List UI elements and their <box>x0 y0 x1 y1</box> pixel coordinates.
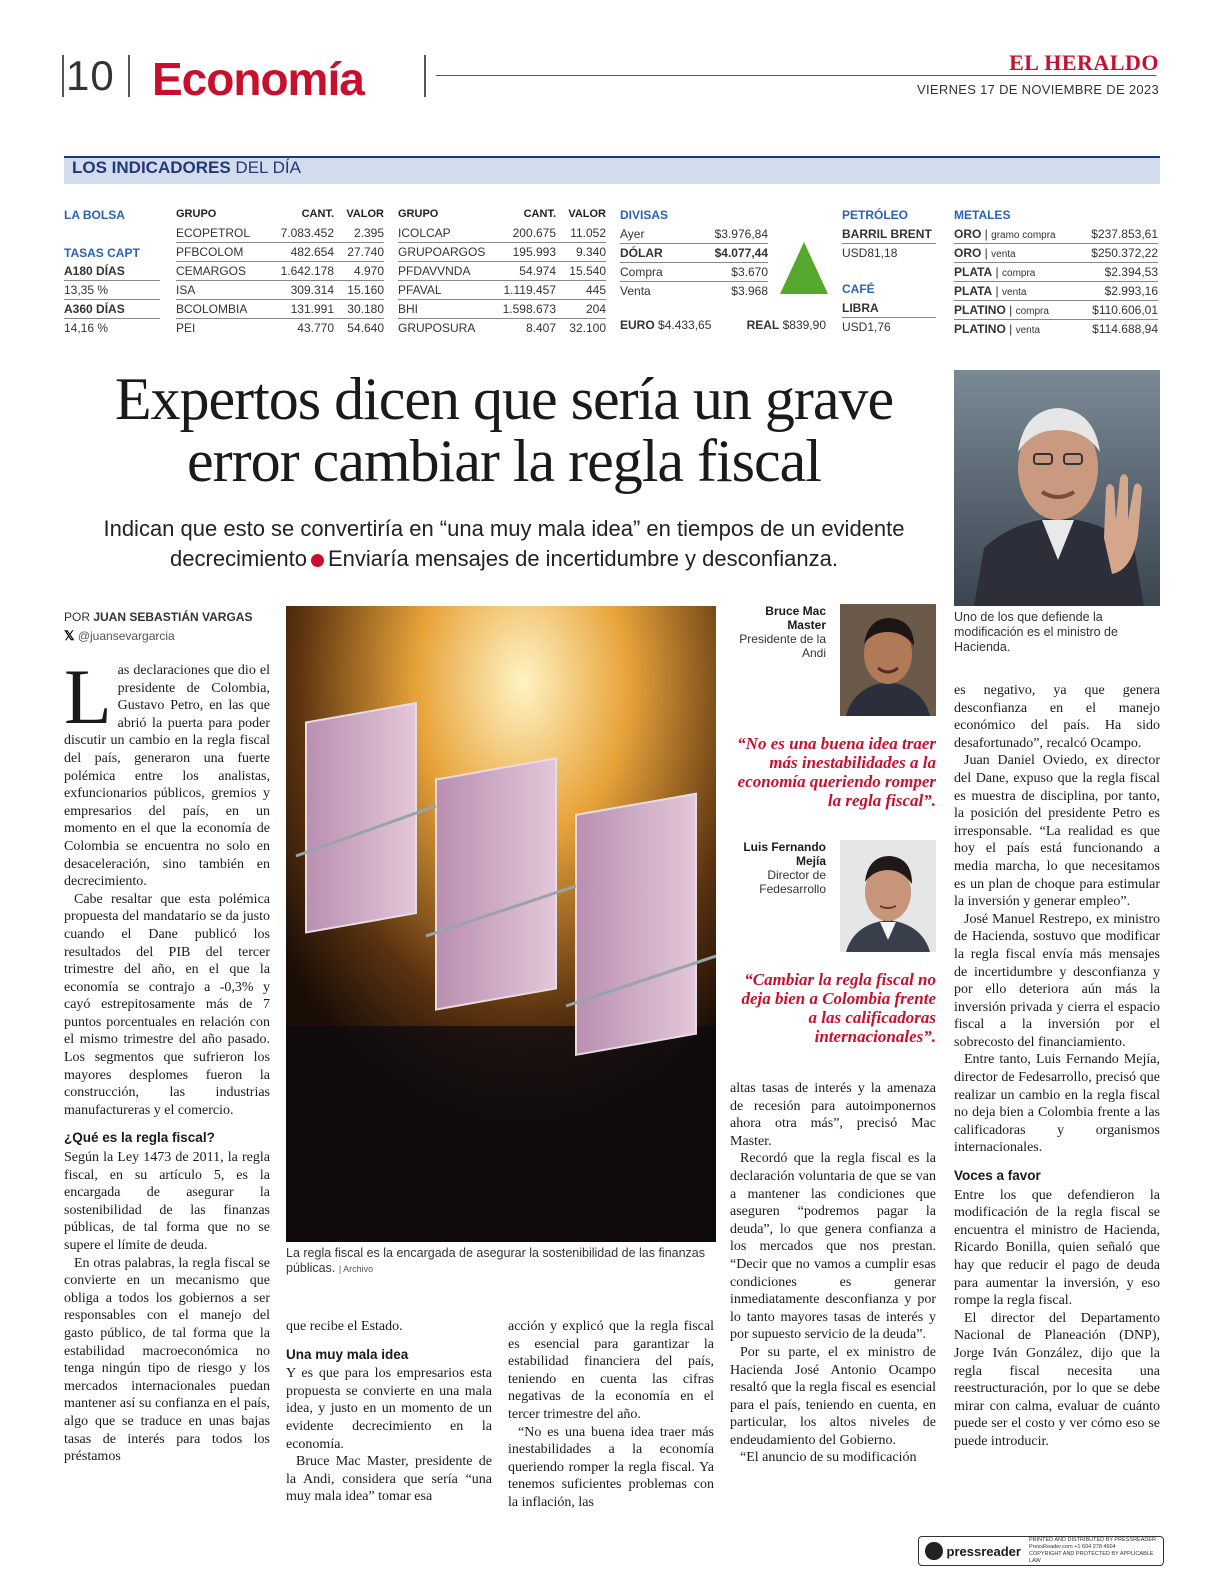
bullet-dot-icon <box>311 554 324 567</box>
divisa-value: $3.976,84 <box>714 227 768 241</box>
photo-credit: | Archivo <box>338 1264 374 1274</box>
stock-row <box>398 243 606 262</box>
paragraph: Por su parte, el ex ministro de Hacienda José Antonio Ocampo resaltó que la regla fiscal es esencial para el país, teniendo en cuenta, en particular, los altos niveles de endeudamiento del Gobierno. <box>730 1344 936 1448</box>
metales-label: METALES <box>954 208 1011 222</box>
paragraph: “El anuncio de su modificación <box>740 1450 917 1466</box>
pressreader-legal: PRINTED AND DISTRIBUTED BY PRESSREADER PressReader.com +1 604 278 4604 COPYRIGHT AND PROTECTED BY APPLICABLE LAW <box>1028 1537 1157 1564</box>
metal-name: ORO <box>954 227 982 241</box>
paragraph: Entre los que defendieron la modificación de la regla fiscal se encuentra el ministro de Hacienda, Ricardo Bonilla, quien señaló que hay que reducir el pago de deuda para aumentar la inversión, y eso rompe la regla fiscal. <box>954 1187 1160 1309</box>
stock-cant: 200.675 <box>512 226 556 240</box>
headline-line: error cambiar la regla fiscal <box>187 428 821 494</box>
paragraph: En otras palabras, la regla fiscal se convierte en un mecanismo que obliga a todos los gobiernos a ser responsables con el manejo del gasto público, de tal forma que la estabilidad macroeconómica no tenga ningún tipo de riesgo y los mercados internacionales puedan mantener así su confianza en el país, algo que se traduce en unas bajas tasas de interés para todos los préstamos <box>64 1255 270 1465</box>
dateline: VIERNES 17 DE NOVIEMBRE DE 2023 <box>917 82 1159 97</box>
metal-name: PLATA <box>954 265 993 279</box>
stock-row <box>398 224 606 243</box>
metales-table <box>954 225 1158 338</box>
divisa-value: $4.077,44 <box>714 246 768 260</box>
metal-value: $110.606,01 <box>1092 303 1158 317</box>
stock-valor: 15.540 <box>569 264 606 278</box>
stock-valor: 204 <box>585 302 606 316</box>
metal-label: ORO | gramo compra <box>954 227 1056 241</box>
stock-name: BCOLOMBIA <box>176 302 248 316</box>
stock-cant: 482.654 <box>290 245 334 259</box>
stock-cant: 7.083.452 <box>280 226 334 240</box>
metal-row <box>954 301 1158 320</box>
tasas-table <box>64 262 160 337</box>
pressreader-brand: pressreader <box>946 1543 1021 1559</box>
metal-kind: venta <box>991 249 1016 260</box>
metal-value: $2.394,53 <box>1104 265 1158 279</box>
metal-kind: gramo compra <box>991 230 1056 241</box>
header-rule-right <box>424 55 426 97</box>
paragraph: Entre tanto, Luis Fernando Mejía, director de Fedesarrollo, precisó que realizar un cambio en la regla fiscal no deja bien a Colombia frente a las calificadoras y organismos internacionales. <box>954 1052 1160 1156</box>
money-photo-caption: La regla fiscal es la encargada de asegurar la sostenibilidad de las finanzas públicas. | Archivo <box>286 1246 706 1275</box>
cafe-label: CAFÉ <box>842 282 875 296</box>
paragraph: José Manuel Restrepo, ex ministro de Hacienda, sostuvo que modificar la regla fiscal envía más mensajes de incertidumbre y desconfianza y por ello deteriora aún más la inversión privada y cierra el espacio fiscal a la inversión por el sobrecosto del financiamiento. <box>954 911 1160 1050</box>
cafe-table <box>842 299 936 336</box>
metal-row <box>954 225 1158 244</box>
stocks-header <box>398 208 606 224</box>
divisas-table <box>620 225 768 300</box>
bolsa-label: LA BOLSA <box>64 208 125 222</box>
minister-photo <box>954 370 1160 606</box>
person1-photo <box>840 604 936 716</box>
stock-row <box>176 319 384 337</box>
metal-label: PLATA | venta <box>954 284 1027 298</box>
metal-label: PLATA | compra <box>954 265 1036 279</box>
metal-name: PLATA <box>954 284 993 298</box>
stock-cant: 309.314 <box>290 283 334 297</box>
stock-valor: 15.160 <box>347 283 384 297</box>
paragraph: as declaraciones que dio el presidente de Colombia, Gustavo Petro, en las que abrió la puerta para poder discutir un cambio en la regla fiscal del país, generaron una fuerte polémica entre los analistas, exfuncionarios públicos, gremios y empresarios del país, en un momento en el que la economía de Colombia se encuentra no solo en desaceleración, sino también en decrecimiento. <box>64 663 270 890</box>
paragraph: Juan Daniel Oviedo, ex director del Dane, expuso que la regla fiscal es muestra de disciplina, por tanto, la posición del presidente Petro es irresponsable. “La realidad es que hoy el país está funcionando a media marcha, lo que necesitamos es un plan de choque para estimular la inversión y generar empleo”. <box>954 753 1160 910</box>
stock-row <box>176 243 384 262</box>
stock-valor: 9.340 <box>575 245 606 259</box>
article-column-5 <box>954 682 1160 1451</box>
petroleo-label: PETRÓLEO <box>842 208 909 222</box>
pressreader-logo-icon <box>925 1542 943 1560</box>
stocks-table-left <box>176 208 384 337</box>
stock-row <box>398 281 606 300</box>
dropcap: L <box>64 662 112 740</box>
metal-row <box>954 244 1158 263</box>
real-value: $839,90 <box>782 318 826 332</box>
subhead: Voces a favor <box>954 1168 1041 1184</box>
metal-value: $114.688,94 <box>1092 322 1158 336</box>
article-column-1 <box>64 662 270 1522</box>
tasa-label: A360 DÍAS <box>64 300 160 319</box>
metal-row <box>954 320 1158 338</box>
stock-cant: 1.598.673 <box>502 302 556 316</box>
divisas-label: DIVISAS <box>620 208 669 222</box>
pull-quote-1: “No es una buena idea traer más inestabilidades a la economía queriendo romper la regla fiscal”. <box>737 734 936 810</box>
paragraph: “No es una buena idea traer más inestabilidades a la economía queriendo romper la regla fiscal. Ya tenemos suficientes problemas con la inflación, las <box>508 1424 714 1510</box>
stock-name: ICOLCAP <box>398 226 451 240</box>
stock-row <box>398 262 606 281</box>
pull-quote-2: “Cambiar la regla fiscal no deja bien a Colombia frente a las calificadoras internacionales”. <box>741 970 936 1046</box>
stock-cant: 1.642.178 <box>280 264 334 278</box>
divisa-row <box>620 244 768 263</box>
stock-row <box>176 300 384 319</box>
paragraph: Bruce Mac Master, presidente de la Andi, considera que sería “una muy mala idea” tomar esa <box>286 1454 492 1505</box>
paragraph: acción y explicó que la regla fiscal es esencial para garantizar la estabilidad financiera del país, teniendo en cuenta las cifras negativas de la economía en el tercer trimestre del año. <box>508 1319 714 1422</box>
metal-kind: venta <box>1015 325 1041 336</box>
stock-row <box>398 319 606 337</box>
section-title: Economía <box>152 53 364 105</box>
stock-name: PFDAVVNDA <box>398 264 471 278</box>
stock-name: CEMARGOS <box>176 264 247 278</box>
petroleo-value: USD81,18 <box>842 246 898 260</box>
paragraph: Recordó que la regla fiscal es la declaración voluntaria de que se van a mantener las condiciones que aseguren “podremos pagar la deuda”, lo que genera confianza a los mercados que nos prestan. “Decir que no vamos a cumplir esas condiciones es generar inmediatamente desconfianza y por lo tanto mayores tasas de interés y por supuesto servicio de la deuda”. <box>730 1151 936 1343</box>
euro-real-row <box>620 318 826 332</box>
real-label: REAL <box>746 318 780 332</box>
divisa-name: Compra <box>620 265 663 279</box>
stock-row <box>176 224 384 243</box>
petroleo-table <box>842 225 936 262</box>
paragraph: Según la Ley 1473 de 2011, la regla fiscal, en su artículo 5, es la encargada de asegurar la sostenibilidad de las finanzas públicas, de tal forma que no se supere el límite de deuda. <box>64 1150 270 1253</box>
metal-label: PLATINO | compra <box>954 303 1049 317</box>
col-cant: CANT. <box>301 208 334 220</box>
paragraph: Y es que para los empresarios esta propuesta se convierte en una mala idea, y justo en un momento de un evidente decrecimiento en la economía. <box>286 1366 492 1452</box>
stock-row <box>176 281 384 300</box>
stock-name: GRUPOARGOS <box>398 245 486 259</box>
tasas-label: TASAS CAPT <box>64 246 140 260</box>
divisa-value: $3.670 <box>731 265 768 279</box>
dollar-up-arrow-icon <box>778 240 830 296</box>
stock-cant: 54.974 <box>519 264 556 278</box>
col-cant: CANT. <box>523 208 556 220</box>
paragraph: El director del Departamento Nacional de Planeación (DNP), Jorge Iván González, dijo que la regla fiscal necesita una reestructuración, por lo que se debe mirar con calma, evaluar de cuánto puede ser el costo y ver cómo eso se puede introducir. <box>954 1310 1160 1449</box>
article-column-3 <box>508 1318 714 1512</box>
money-photo <box>286 606 716 1242</box>
deck <box>64 514 944 574</box>
x-logo-icon: 𝕏 <box>64 628 75 643</box>
stock-name: PFAVAL <box>398 283 442 297</box>
divisa-name: Venta <box>620 284 651 298</box>
divisa-name: Ayer <box>620 227 645 241</box>
article-column-2 <box>286 1318 492 1506</box>
stock-valor: 30.180 <box>347 302 384 316</box>
paragraph: que recibe el Estado. <box>286 1319 403 1334</box>
stock-cant: 195.993 <box>512 245 556 259</box>
stock-valor: 54.640 <box>347 321 384 335</box>
metal-label: PLATINO | venta <box>954 322 1041 336</box>
stocks-header <box>176 208 384 224</box>
pressreader-footer <box>918 1536 1164 1566</box>
header-rule-left <box>62 55 64 97</box>
metal-value: $250.372,22 <box>1091 246 1158 260</box>
stocks-rows <box>176 224 384 337</box>
deck-line: Indican que esto se convertiría en “una muy mala idea” en tiempos de un evidente <box>103 516 905 541</box>
page-number: 10 <box>66 52 115 99</box>
stock-valor: 27.740 <box>347 245 384 259</box>
stock-cant: 1.119.457 <box>503 283 556 297</box>
stock-cant: 8.407 <box>525 321 556 335</box>
minister-caption: Uno de los que defiende la modificación es el ministro de Hacienda. <box>954 610 1118 654</box>
stock-cant: 43.770 <box>297 321 334 335</box>
stocks-rows <box>398 224 606 337</box>
stock-name: PFBCOLOM <box>176 245 244 259</box>
person1-label: Bruce Mac Master Presidente de la Andi <box>739 604 826 660</box>
col-grupo: GRUPO <box>398 208 439 220</box>
stock-name: ISA <box>176 283 196 297</box>
metal-row <box>954 282 1158 301</box>
col-valor: VALOR <box>346 208 384 220</box>
euro-label: EURO <box>620 318 655 332</box>
col-valor: VALOR <box>568 208 606 220</box>
stock-row <box>176 262 384 281</box>
metal-value: $2.993,16 <box>1104 284 1158 298</box>
divisa-row <box>620 263 768 282</box>
paragraph: es negativo, ya que genera desconfianza en el manejo económico del país. Ha sido desafortunado”, recalcó Ocampo. <box>954 683 1160 751</box>
divisa-value: $3.968 <box>731 284 768 298</box>
stock-valor: 11.052 <box>570 226 606 240</box>
header-rule-mid <box>128 55 130 97</box>
metal-kind: venta <box>1002 287 1027 298</box>
metal-kind: compra <box>1002 268 1036 279</box>
stock-valor: 445 <box>585 283 606 297</box>
masthead-logo: EL HERALDO <box>1009 50 1159 75</box>
metal-label: ORO | venta <box>954 246 1016 260</box>
col-grupo: GRUPO <box>176 208 217 220</box>
metal-row <box>954 263 1158 282</box>
person2-label: Luis Fernando Mejía Director de Fedesarrollo <box>743 840 826 896</box>
paragraph: altas tasas de interés y la amenaza de recesión para autoimponernos ahora otra más”, precisó Mac Master. <box>730 1081 936 1149</box>
stock-name: BHI <box>398 302 419 316</box>
divisa-row <box>620 282 768 300</box>
metal-value: $237.853,61 <box>1091 227 1158 241</box>
stock-cant: 131.991 <box>290 302 334 316</box>
subhead: ¿Qué es la regla fiscal? <box>64 1130 215 1146</box>
article-column-4 <box>730 1080 936 1467</box>
headline-line: Expertos dicen que sería un grave <box>114 366 894 432</box>
subhead: Una muy mala idea <box>286 1346 409 1362</box>
stock-valor: 2.395 <box>353 226 384 240</box>
cafe-name: LIBRA <box>842 299 936 318</box>
stock-name: GRUPOSURA <box>398 321 476 335</box>
author-handle: 𝕏 @juansevargarcia <box>64 628 175 643</box>
tasa-value: 13,35 % <box>64 281 160 300</box>
deck-line: decrecimiento Enviaría mensajes de incertidumbre y desconfianza. <box>170 546 838 571</box>
stock-name: ECOPETROL <box>176 226 251 240</box>
stock-valor: 4.970 <box>353 264 384 278</box>
divisa-row <box>620 225 768 244</box>
stocks-table-right <box>398 208 606 337</box>
divisa-name: DÓLAR <box>620 246 663 260</box>
petroleo-name: BARRIL BRENT <box>842 225 936 244</box>
metal-name: PLATINO <box>954 303 1006 317</box>
byline: POR JUAN SEBASTIÁN VARGAS <box>64 610 253 624</box>
euro-value: $4.433,65 <box>658 318 712 332</box>
cafe-value: USD1,76 <box>842 320 891 334</box>
tasa-label: A180 DÍAS <box>64 262 160 281</box>
metal-name: ORO <box>954 246 982 260</box>
metal-name: PLATINO <box>954 322 1006 336</box>
tasa-value: 14,16 % <box>64 321 109 335</box>
indicators-title: LOS INDICADORES DEL DÍA <box>72 158 301 177</box>
stock-name: PEI <box>176 321 196 335</box>
person2-photo <box>840 840 936 952</box>
stock-row <box>398 300 606 319</box>
paragraph: Cabe resaltar que esta polémica propuesta del mandatario se da justo cuando el Dane publicó los resultados del PIB del tercer trimestre del año, en el que la economía se contrajo a -0,3% y cayó estrepitosamente más de 7 puntos porcentuales en relación con el mismo trimestre del año pasado. Los segmentos que sufrieron los mayores desplomes fueron la construcción, las industrias manufactureras y el comercio. <box>64 891 270 1118</box>
metal-kind: compra <box>1015 306 1049 317</box>
stock-valor: 32.100 <box>569 321 606 335</box>
headline <box>64 368 944 492</box>
